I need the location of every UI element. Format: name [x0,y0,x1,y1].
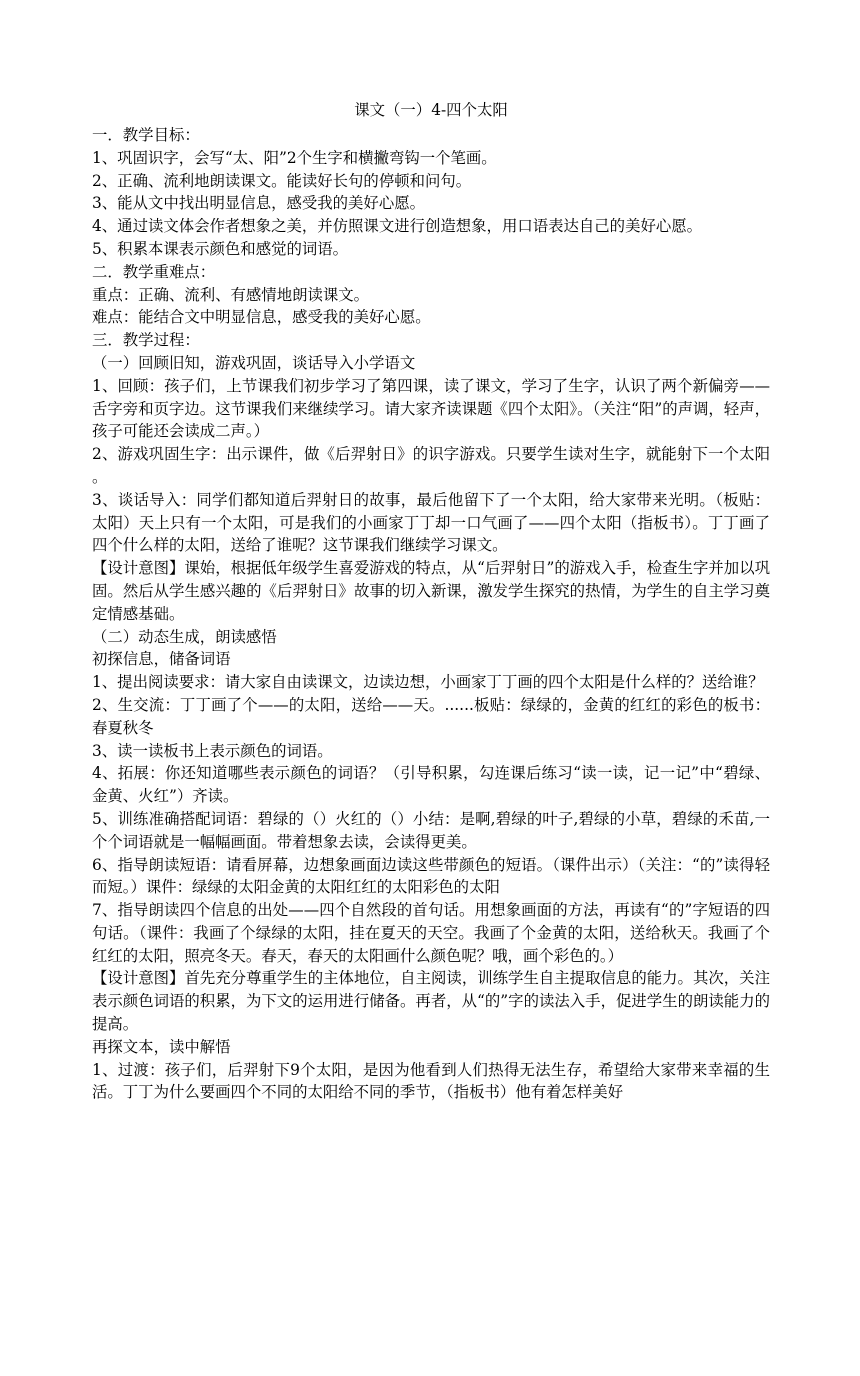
paragraph: 重点：正确、流利、有感情地朗读课文。 [92,285,370,304]
paragraph: （二）动态生成，朗读感悟 [92,627,277,646]
paragraph: 【设计意图】课始，根据低年级学生喜爱游戏的特点，从“后羿射日”的游戏入手，检查生字并加以巩固。然后从学生感兴趣的《后羿射日》故事的切入新课，激发学生探究的热情，为学生的自主学习奠定情感基础。 [92,559,770,623]
paragraph: 4、拓展：你还知道哪些表示颜色的词语？（引导积累，勾连课后练习“读一读，记一记”中“碧绿、金黄、火红”）齐读。 [92,764,770,806]
paragraph: 2、游戏巩固生字：出示课件，做《后羿射日》的识字游戏。只要学生读对生字，就能射下一个太阳。 [92,445,770,486]
paragraph: 再探文本，读中解悟 [92,1037,231,1056]
paragraph: 6、指导朗读短语：请看屏幕，边想象画面边读这些带颜色的短语。（课件出示）（关注：“的”读得轻而短。）课件：绿绿的太阳金黄的太阳红红的太阳彩色的太阳 [92,855,770,897]
paragraph: 二．教学重难点： [92,262,216,281]
paragraph: 1、巩固识字，会写“太、阳”2个生字和横撇弯钩一个笔画。 [92,148,497,167]
paragraph: 7、指导朗读四个信息的出处——四个自然段的首句话。用想象画面的方法，再读有“的”字短语的四句话。（课件：我画了个绿绿的太阳，挂在夏天的天空。我画了个金黄的太阳，送给秋天。我画了个红红的太阳，照亮冬天。春天，春天的太阳画什么颜色呢？哦，画个彩色的。） [92,901,770,965]
paragraph: 4、通过读文体会作者想象之美，并仿照课文进行创造想象，用口语表达自己的美好心愿。 [92,217,703,236]
paragraph: 1、过渡：孩子们，后羿射下9个太阳，是因为他看到人们热得无法生存，希望给大家带来幸福的生活。丁丁为什么要画四个不同的太阳给不同的季节，（指板书）他有着怎样美好 [92,1060,770,1102]
paragraph: 初探信息，储备词语 [92,650,231,669]
paragraph: 2、正确、流利地朗读课文。能读好长句的停顿和问句。 [92,171,472,190]
paragraph: 一．教学目标： [92,126,200,144]
paragraph: （一）回顾旧知，游戏巩固，谈话导入小学语文 [92,353,416,372]
paragraph: 3、谈话导入：同学们都知道后羿射日的故事，最后他留下了一个太阳，给大家带来光明。（板贴：太阳）天上只有一个太阳，可是我们的小画家丁丁却一口气画了——四个太阳（指板书）。丁丁画了四个什么样的太阳，送给了谁呢？这节课我们继续学习课文。 [92,490,770,555]
document-page [92,98,770,1104]
paragraph: 2、生交流：丁丁画了个——的太阳，送给——天。......板贴：绿绿的，金黄的红红的彩色的板书：春夏秋冬 [92,695,770,737]
paragraph: 3、读一读板书上表示颜色的词语。 [92,741,333,760]
document-body [92,124,770,1104]
paragraph: 3、能从文中找出明显信息，感受我的美好心愿。 [92,194,425,213]
paragraph: 1、提出阅读要求：请大家自由读课文，边读边想，小画家丁丁画的四个太阳是什么样的？送给谁？ [92,673,764,692]
paragraph: 5、训练准确搭配词语：碧绿的（）火红的（）小结：是啊,碧绿的叶子,碧绿的小草，碧绿的禾苗,一个个词语就是一幅幅画面。带着想象去读，会读得更美。 [92,809,770,851]
paragraph: 三．教学过程： [92,331,200,350]
paragraph: 难点：能结合文中明显信息，感受我的美好心愿。 [92,308,431,327]
paragraph: 5、积累本课表示颜色和感觉的词语。 [92,239,349,258]
document-title: 课文（一）4-四个太阳 [354,101,508,119]
paragraph: 【设计意图】首先充分尊重学生的主体地位，自主阅读，训练学生自主提取信息的能力。其次，关注表示颜色词语的积累，为下文的运用进行储备。再者，从“的”字的读法入手，促进学生的朗读能力的提高。 [92,969,770,1034]
paragraph: 1、回顾：孩子们，上节课我们初步学习了第四课，读了课文，学习了生字，认识了两个新偏旁——舌字旁和页字边。这节课我们来继续学习。请大家齐读课题《四个太阳》。（关注“阳”的声调，轻声，孩子可能还会读成二声。） [92,376,770,441]
